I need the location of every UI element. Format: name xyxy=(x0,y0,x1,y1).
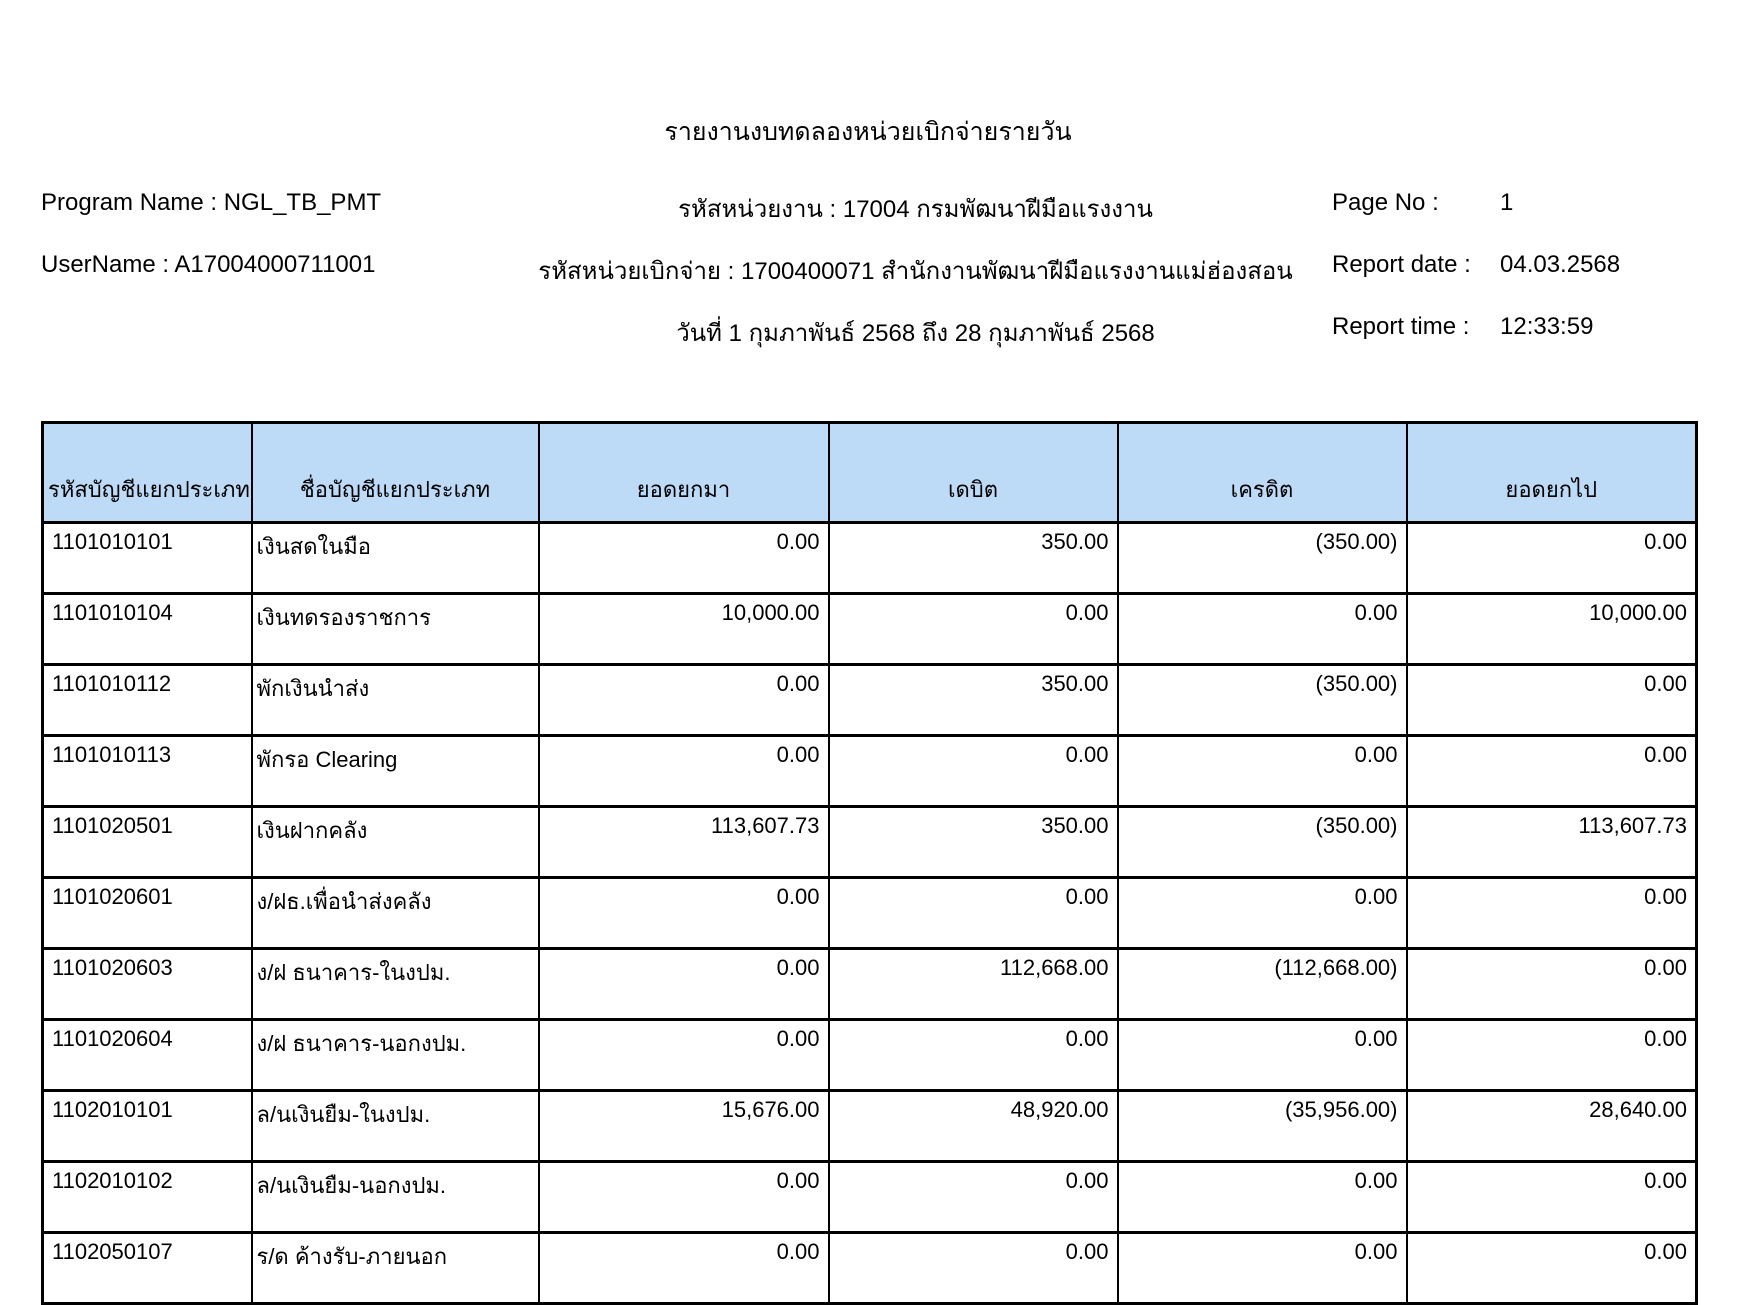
disbursement-unit-line: รหัสหน่วยเบิกจ่าย : 1700400071 สำนักงานพัฒนาฝีมือแรงงานแม่ฮ่องสอน xyxy=(538,258,1293,285)
table-row xyxy=(43,1091,1697,1162)
page-no-line xyxy=(1320,189,1695,251)
col-header-closing-balance: ยอดยกไป xyxy=(1407,423,1697,523)
col-header-account-name: ชื่อบัญชีแยกประเภท xyxy=(252,423,539,523)
account-name-cell: ล/นเงินยืม-นอกงปม. xyxy=(252,1162,539,1233)
closing-balance-cell: 0.00 xyxy=(1407,878,1697,949)
opening-balance-cell: 10,000.00 xyxy=(539,594,829,665)
page-title: รายงานงบทดลองหน่วยเบิกจ่ายรายวัน xyxy=(664,118,1072,146)
account-name-cell: เงินฝากคลัง xyxy=(252,807,539,878)
account-name-cell: พักรอ Clearing xyxy=(252,736,539,807)
page-no-value: 1 xyxy=(1500,189,1514,216)
closing-balance-cell: 113,607.73 xyxy=(1407,807,1697,878)
report-content xyxy=(41,0,1695,1305)
report-date-label: Report date : xyxy=(1332,251,1471,278)
debit-cell: 0.00 xyxy=(829,594,1118,665)
table-row xyxy=(43,807,1697,878)
debit-cell: 0.00 xyxy=(829,1020,1118,1091)
account-code-cell: 1102050107 xyxy=(43,1233,252,1304)
account-code-cell: 1101020601 xyxy=(43,878,252,949)
account-code-cell: 1101020603 xyxy=(43,949,252,1020)
credit-cell: (350.00) xyxy=(1118,807,1407,878)
debit-cell: 350.00 xyxy=(829,807,1118,878)
table-row xyxy=(43,1162,1697,1233)
credit-cell: (35,956.00) xyxy=(1118,1091,1407,1162)
debit-cell: 350.00 xyxy=(829,523,1118,594)
report-time-value: 12:33:59 xyxy=(1500,313,1594,340)
debit-cell: 0.00 xyxy=(829,878,1118,949)
credit-cell: (350.00) xyxy=(1118,523,1407,594)
table-row xyxy=(43,949,1697,1020)
debit-cell: 0.00 xyxy=(829,1162,1118,1233)
col-header-opening-balance: ยอดยกมา xyxy=(539,423,829,523)
opening-balance-cell: 0.00 xyxy=(539,665,829,736)
opening-balance-cell: 0.00 xyxy=(539,523,829,594)
table-row xyxy=(43,523,1697,594)
page-no-label: Page No : xyxy=(1332,189,1439,216)
table-row xyxy=(43,878,1697,949)
header-left-spacer xyxy=(41,313,511,375)
debit-cell: 48,920.00 xyxy=(829,1091,1118,1162)
credit-cell: 0.00 xyxy=(1118,1233,1407,1304)
table-row xyxy=(43,1020,1697,1091)
report-header-block xyxy=(41,189,1695,375)
report-date-value: 04.03.2568 xyxy=(1500,251,1621,278)
closing-balance-cell: 0.00 xyxy=(1407,665,1697,736)
col-header-account-code: รหัสบัญชีแยกประเภท xyxy=(43,423,252,523)
account-code-cell: 1102010102 xyxy=(43,1162,252,1233)
opening-balance-cell: 0.00 xyxy=(539,1233,829,1304)
closing-balance-cell: 0.00 xyxy=(1407,1162,1697,1233)
credit-cell: 0.00 xyxy=(1118,736,1407,807)
report-time-line xyxy=(1320,313,1695,375)
opening-balance-cell: 0.00 xyxy=(539,1162,829,1233)
account-code-cell: 1102010101 xyxy=(43,1091,252,1162)
account-name-cell: ล/นเงินยืม-ในงปม. xyxy=(252,1091,539,1162)
date-range-line: วันที่ 1 กุมภาพันธ์ 2568 ถึง 28 กุมภาพันธ์ 2568 xyxy=(676,320,1155,347)
account-name-cell: ง/ฝธ.เพื่อนำส่งคลัง xyxy=(252,878,539,949)
closing-balance-cell: 0.00 xyxy=(1407,1020,1697,1091)
credit-cell: (112,668.00) xyxy=(1118,949,1407,1020)
table-row xyxy=(43,594,1697,665)
table-row xyxy=(43,665,1697,736)
opening-balance-cell: 113,607.73 xyxy=(539,807,829,878)
table-row xyxy=(43,736,1697,807)
closing-balance-cell: 0.00 xyxy=(1407,949,1697,1020)
debit-cell: 350.00 xyxy=(829,665,1118,736)
closing-balance-cell: 28,640.00 xyxy=(1407,1091,1697,1162)
closing-balance-cell: 0.00 xyxy=(1407,736,1697,807)
closing-balance-cell: 0.00 xyxy=(1407,523,1697,594)
credit-cell: 0.00 xyxy=(1118,1162,1407,1233)
table-header-row xyxy=(43,423,1697,523)
opening-balance-cell: 0.00 xyxy=(539,736,829,807)
account-name-cell: เงินทดรองราชการ xyxy=(252,594,539,665)
debit-cell: 0.00 xyxy=(829,736,1118,807)
closing-balance-cell: 0.00 xyxy=(1407,1233,1697,1304)
credit-cell: 0.00 xyxy=(1118,878,1407,949)
account-name-cell: ง/ฝ ธนาคาร-ในงปม. xyxy=(252,949,539,1020)
account-code-cell: 1101010112 xyxy=(43,665,252,736)
program-name-line: Program Name : NGL_TB_PMT xyxy=(41,189,382,216)
debit-cell: 0.00 xyxy=(829,1233,1118,1304)
opening-balance-cell: 0.00 xyxy=(539,878,829,949)
agency-code-line: รหัสหน่วยงาน : 17004 กรมพัฒนาฝีมือแรงงาน xyxy=(678,196,1153,223)
credit-cell: (350.00) xyxy=(1118,665,1407,736)
account-name-cell: พักเงินนำส่ง xyxy=(252,665,539,736)
account-code-cell: 1101020501 xyxy=(43,807,252,878)
opening-balance-cell: 0.00 xyxy=(539,949,829,1020)
credit-cell: 0.00 xyxy=(1118,594,1407,665)
account-name-cell: ง/ฝ ธนาคาร-นอกงปม. xyxy=(252,1020,539,1091)
closing-balance-cell: 10,000.00 xyxy=(1407,594,1697,665)
user-name-line: UserName : A17004000711001 xyxy=(41,251,376,278)
account-code-cell: 1101020604 xyxy=(43,1020,252,1091)
table-row xyxy=(43,1233,1697,1304)
opening-balance-cell: 15,676.00 xyxy=(539,1091,829,1162)
table-body xyxy=(43,523,1697,1304)
report-date-line xyxy=(1320,251,1695,313)
report-time-label: Report time : xyxy=(1332,313,1470,340)
account-name-cell: เงินสดในมือ xyxy=(252,523,539,594)
opening-balance-cell: 0.00 xyxy=(539,1020,829,1091)
account-code-cell: 1101010101 xyxy=(43,523,252,594)
trial-balance-table xyxy=(41,421,1698,1305)
account-code-cell: 1101010104 xyxy=(43,594,252,665)
account-code-cell: 1101010113 xyxy=(43,736,252,807)
account-name-cell: ร/ด ค้างรับ-ภายนอก xyxy=(252,1233,539,1304)
col-header-debit: เดบิต xyxy=(829,423,1118,523)
credit-cell: 0.00 xyxy=(1118,1020,1407,1091)
debit-cell: 112,668.00 xyxy=(829,949,1118,1020)
col-header-credit: เครดิต xyxy=(1118,423,1407,523)
